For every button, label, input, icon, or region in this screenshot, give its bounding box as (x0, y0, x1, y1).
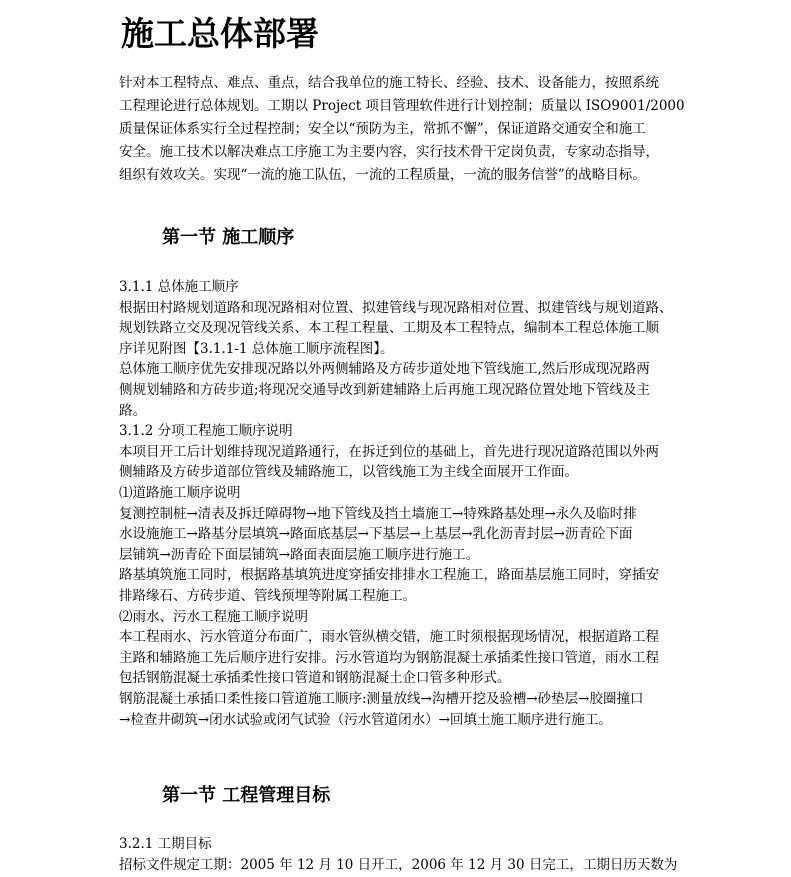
body-line: 规划铁路立交及现况管线关系、本工程工程量、工期及本工程特点，编制本工程总体施工顺 (119, 320, 659, 337)
body-line: 主路和辅路施工先后顺序进行安排。污水管道均为钢筋混凝土承插柔性接口管道，雨水工程 (119, 649, 659, 666)
intro-line: 安全。施工技术以解决难点工序施工为主要内容，实行技术骨干定岗负责，专家动态指导， (119, 144, 659, 160)
body-line: ⑵雨水、污水工程施工顺序说明 (119, 608, 308, 625)
body-line: ⑴道路施工顺序说明 (119, 485, 241, 501)
body-line: 钢筋混凝土承插口柔性接口管道施工顺序:测量放线→沟槽开挖及验槽→砂垫层→胶圈撞口 (119, 691, 644, 707)
body-line: 序详见附图【3.1.1-1 总体施工顺序流程图】。 (119, 340, 394, 357)
body-line: 本项目开工后计划维持现况道路通行，在拆迁到位的基础上，首先进行现况道路范围以外两 (119, 443, 659, 460)
body-line: 3.2.1 工期目标 (119, 836, 212, 852)
body-line: 总体施工顺序优先安排现况路以外两侧辅路及方砖步道处地下管线施工,然后形成现况路两 (119, 361, 650, 378)
body-line: →检查井砌筑→闭水试验或闭气试验（污水管道闭水）→回填土施工顺序进行施工。 (119, 711, 612, 728)
body-line: 招标文件规定工期：2005 年 12 月 10 日开工，2006 年 12 月 30 日完工，工期日历天数为 (119, 857, 678, 873)
intro-line: 针对本工程特点、难点、重点，结合我单位的施工特长、经验、技术、设备能力，按照系统 (119, 75, 659, 91)
body-line: 根据田村路规划道路和现况路相对位置、拟建管线与现况路相对位置、拟建管线与规划道路、 (119, 299, 673, 316)
body-line: 侧辅路及方砖步道部位管线及辅路施工，以管线施工为主线全面展开工作面。 (119, 464, 578, 481)
body-line: 3.1.1 总体施工顺序 (119, 279, 239, 295)
section-heading-management-goals: 第一节 工程管理目标 (162, 785, 331, 806)
intro-line: 工程理论进行总体规划。工期以 Project 项目管理软件进行计划控制；质量以 ISO9001/2000 (119, 98, 685, 114)
body-line: 包括钢筋混凝土承插柔性接口管道和钢筋混凝土企口管多种形式。 (119, 670, 511, 687)
body-line: 路。 (119, 402, 146, 419)
intro-line: 组织有效攻关。实现“一流的施工队伍，一流的工程质量，一流的服务信誉”的战略目标。 (119, 167, 646, 183)
body-line: 本工程雨水、污水管道分布面广，雨水管纵横交错，施工时须根据现场情况，根据道路工程 (119, 629, 659, 646)
intro-line: 质量保证体系实行全过程控制；安全以“预防为主，常抓不懈”，保证道路交通安全和施工 (119, 121, 646, 137)
body-line: 侧规划辅路和方砖步道;将现况交通导改到新建辅路上后再施工现况路位置处地下管线及主 (119, 382, 651, 398)
body-line: 水设施施工→路基分层填筑→路面底基层→下基层→上基层→乳化沥青封层→沥青砼下面 (119, 526, 633, 543)
body-line: 复测控制桩→清表及拆迁障碍物→地下管线及挡土墙施工→特殊路基处理→永久及临时排 (119, 505, 637, 522)
body-line: 路基填筑施工同时，根据路基填筑进度穿插安排排水工程施工，路面基层施工同时，穿插安 (119, 567, 659, 584)
section-heading-construction-sequence: 第一节 施工顺序 (162, 227, 295, 248)
body-line: 层铺筑→沥青砼下面层铺筑→路面表面层施工顺序进行施工。 (119, 546, 480, 563)
body-line: 排路缘石、方砖步道、管线预埋等附属工程施工。 (119, 588, 416, 604)
body-line: 3.1.2 分项工程施工顺序说明 (119, 423, 293, 440)
page-title: 施工总体部署 (121, 14, 319, 53)
